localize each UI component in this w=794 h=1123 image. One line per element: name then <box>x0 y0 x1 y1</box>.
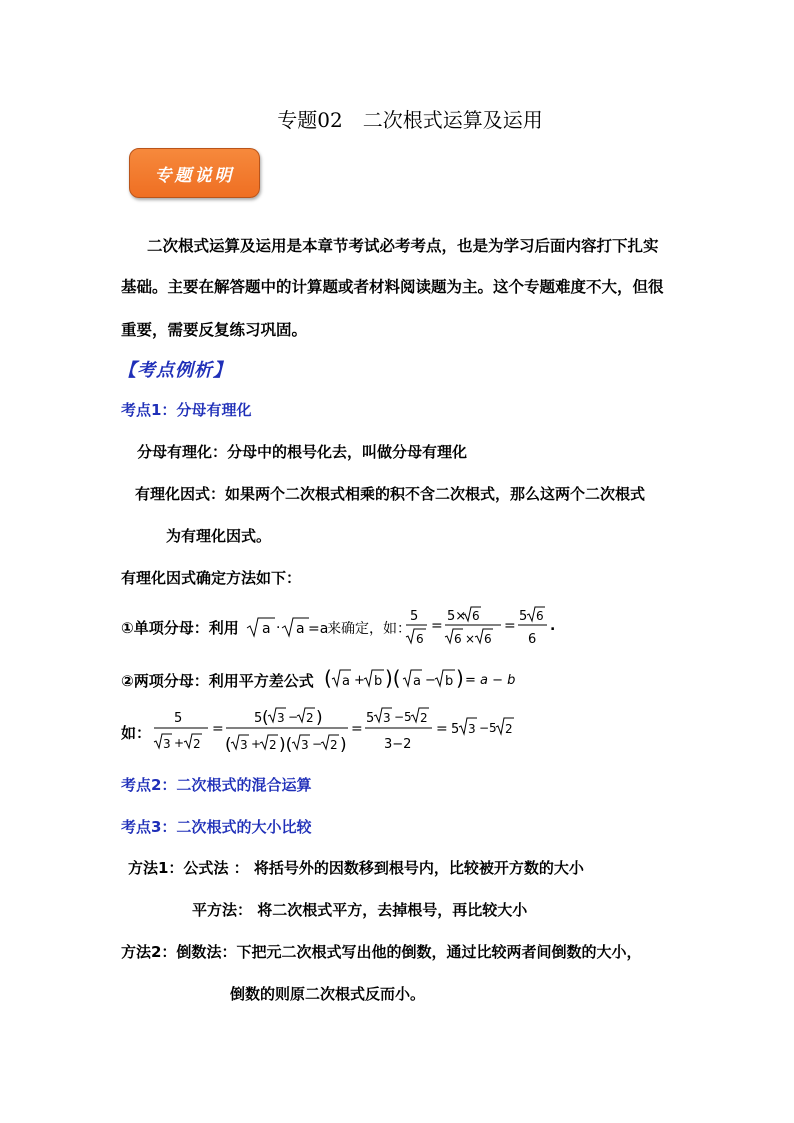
method2-label: ②两项分母：利用平方差公式 <box>121 672 314 690</box>
svg-text:5: 5 <box>451 722 460 737</box>
svg-text:2: 2 <box>269 738 277 752</box>
equals-a <box>308 608 328 642</box>
svg-text:=: = <box>436 721 448 737</box>
svg-text:6: 6 <box>472 609 480 623</box>
kp3-method-1: 方法1：公式法 ： 将括号外的因数移到根号内，比较被开方数的大小 <box>128 859 584 877</box>
svg-text:6: 6 <box>416 632 424 646</box>
svg-text:+: + <box>251 737 262 751</box>
svg-text:(: ( <box>262 708 269 728</box>
svg-text:): ) <box>456 666 464 690</box>
svg-text:b: b <box>445 674 454 689</box>
svg-text:(: ( <box>324 666 332 690</box>
svg-text:3: 3 <box>277 711 285 725</box>
svg-text:+: + <box>174 736 185 750</box>
sqrt-a-times-sqrt-a-formula <box>245 608 315 642</box>
svg-text:a: a <box>262 621 271 637</box>
svg-text:6: 6 <box>484 632 492 646</box>
svg-text:): ) <box>316 708 323 728</box>
svg-text:−5: −5 <box>394 710 412 724</box>
svg-text:6: 6 <box>454 632 462 646</box>
method1-label: ①单项分母：利用 <box>121 619 239 637</box>
svg-text:−: − <box>288 710 299 724</box>
kp2-heading: 考点2：二次根式的混合运算 <box>121 776 312 794</box>
svg-text:5: 5 <box>410 609 419 624</box>
svg-text:2: 2 <box>505 722 513 736</box>
kp1-definition-2: 有理化因式：如果两个二次根式相乘的积不含二次根式，那么这两个二次根式 <box>135 485 646 503</box>
svg-text:a: a <box>296 621 305 637</box>
svg-text:a: a <box>413 674 421 689</box>
kp1-heading: 考点1：分母有理化 <box>121 401 252 419</box>
svg-text:3: 3 <box>240 738 248 752</box>
topic-badge <box>129 148 260 198</box>
kp1-method-intro: 有理化因式确定方法如下： <box>121 569 302 587</box>
intro-line-1: 二次根式运算及运用是本章节考试必考考点，也是为学习后面内容打下扎实 <box>147 237 659 255</box>
svg-text:3−2: 3−2 <box>384 737 412 752</box>
svg-text:−: − <box>312 737 323 751</box>
kp3-method-1b: 平方法： 将二次根式平方，去掉根号，再比较大小 <box>192 901 528 919</box>
example-label: 如： <box>121 724 152 742</box>
svg-text:=: = <box>351 721 363 737</box>
svg-text:a: a <box>342 674 350 689</box>
svg-text:5: 5 <box>366 711 375 726</box>
svg-text:(: ( <box>225 735 232 755</box>
svg-text:−5: −5 <box>479 721 497 735</box>
svg-text:−: − <box>425 673 436 688</box>
svg-text:5: 5 <box>174 711 183 726</box>
rationalize-example-1 <box>405 603 555 649</box>
topic-badge-label: 专题说明 <box>154 165 235 186</box>
svg-text:.: . <box>550 618 556 634</box>
svg-text:=: = <box>431 618 443 634</box>
kp1-definition-2b: 为有理化因式。 <box>166 527 272 545</box>
svg-text:2: 2 <box>306 711 314 725</box>
svg-text:=: = <box>212 721 224 737</box>
svg-text:3: 3 <box>163 737 171 751</box>
svg-text:×: × <box>465 632 476 646</box>
kp3-method-2b: 倒数的则原二次根式反而小。 <box>230 985 426 1003</box>
svg-text:+: + <box>354 673 365 688</box>
svg-text:2: 2 <box>193 737 201 751</box>
svg-text:6: 6 <box>528 632 537 647</box>
section-heading: 【考点例析】 <box>118 360 232 381</box>
svg-text:= a − b: = a − b <box>465 673 516 688</box>
svg-text:3: 3 <box>468 722 476 736</box>
kp3-method-2: 方法2：倒数法：下把元二次根式写出他的倒数，通过比较两者间倒数的大小， <box>121 943 642 961</box>
method1-text: 来确定，如： <box>327 621 411 637</box>
svg-text:b: b <box>374 674 383 689</box>
kp1-definition-1: 分母有理化：分母中的根号化去，叫做分母有理化 <box>137 443 468 461</box>
kp3-heading: 考点3：二次根式的大小比较 <box>121 818 312 836</box>
intro-line-3: 重要，需要反复练习巩固。 <box>121 321 308 339</box>
rationalize-example-2 <box>152 704 532 756</box>
svg-text:3: 3 <box>301 738 309 752</box>
svg-text:)(: )( <box>385 666 401 690</box>
svg-text:·: · <box>276 620 281 636</box>
svg-text:=: = <box>504 618 516 634</box>
svg-text:2: 2 <box>420 711 428 725</box>
intro-line-2: 基础。主要在解答题中的计算题或者材料阅读题为主。这个专题难度不大，但很 <box>121 278 664 296</box>
svg-text:=a: =a <box>308 621 329 637</box>
svg-text:6: 6 <box>536 609 544 623</box>
page-title: 专题02 二次根式运算及运用 <box>277 108 543 132</box>
difference-of-squares-formula <box>324 664 516 694</box>
svg-text:5: 5 <box>254 711 263 726</box>
svg-text:3: 3 <box>383 711 391 725</box>
svg-text:2: 2 <box>330 738 338 752</box>
svg-text:): ) <box>340 735 347 755</box>
svg-text:)(: )( <box>279 735 293 755</box>
svg-text:5: 5 <box>519 609 528 624</box>
svg-text:5×: 5× <box>447 609 467 624</box>
